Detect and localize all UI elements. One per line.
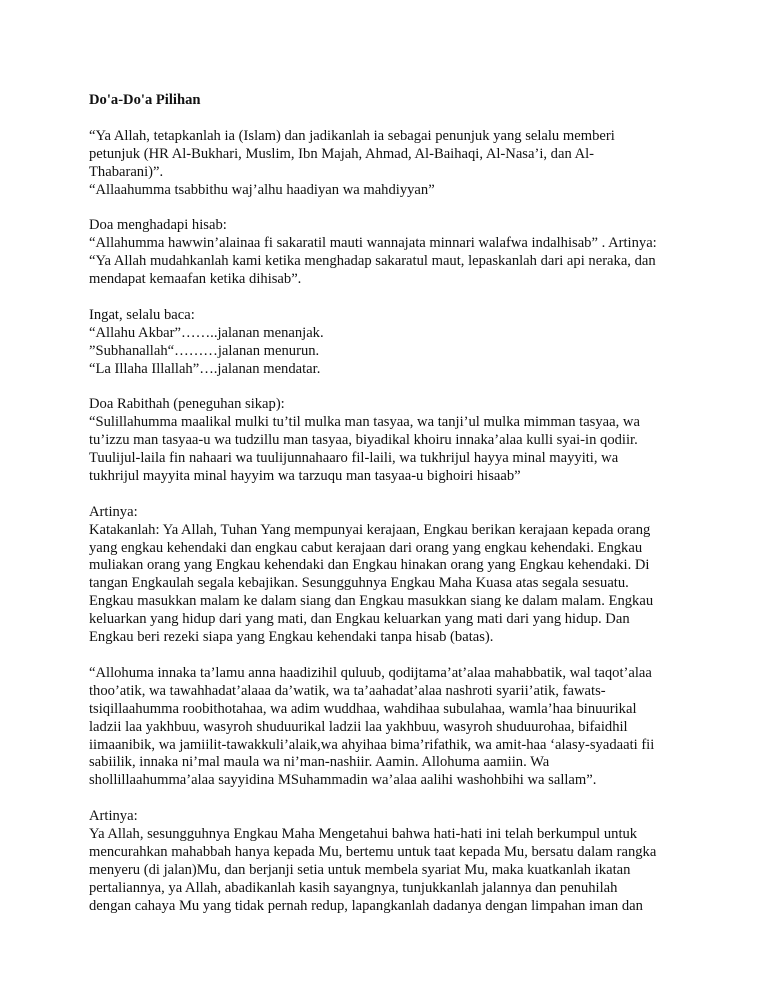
text-line: Doa menghadapi hisab: [89, 217, 227, 234]
text-line: Ya Allah, sesungguhnya Engkau Maha Mengetahui bahwa hati-hati ini telah berkumpul untuk [89, 826, 638, 843]
text-line: Tuulijul-laila fin nahaari wa tuulijunnahaaro fil-laili, wa tukhrijul hayya minal mayyiti, wa [89, 450, 619, 467]
paragraph [89, 665, 689, 790]
text-line: “Allahu Akbar”……..jalanan menanjak. [89, 324, 324, 341]
text-line: sabiilik, innaka ni’mal maula wa ni’man-nashiir. Aamin. Allohuma aamiin. Wa [89, 754, 550, 771]
text-line: petunjuk (HR Al-Bukhari, Muslim, Ibn Majah, Ahmad, Al-Baihaqi, Al-Nasa’i, dan Al- [89, 145, 595, 162]
text-line: dengan cahaya Mu yang tidak pernah redup, lapangkanlah dadanya dengan limpahan iman dan [89, 897, 643, 914]
text-line: thoo’atik, wa tawahhadat’alaaa da’watik, wa ta’aahadat’alaa nashroti syarii’atik, fawats- [89, 682, 606, 699]
text-line: menyeru (di jalan)Mu, dan berjanji setia untuk membela syariat Mu, maka kuatkanlah ikatan [89, 861, 631, 878]
document-body [89, 128, 689, 916]
paragraph [89, 396, 689, 486]
text-line: keluarkan yang hidup dari yang mati, dan Engkau keluarkan yang mati dari yang hidup. Dan [89, 611, 630, 628]
text-line: ”Subhanallah“………jalanan menurun. [89, 342, 320, 359]
text-line: “Ya Allah, tetapkanlah ia (Islam) dan jadikanlah ia sebagai penunjuk yang selalu memberi [89, 127, 615, 144]
text-line: “Sulillahumma maalikal mulki tu’til mulka man tasyaa, wa tanji’ul mulka mimman tasyaa, wa [89, 414, 640, 431]
text-line: Artinya: [89, 503, 138, 520]
text-line: Thabarani)”. [89, 163, 164, 180]
paragraph [89, 307, 689, 379]
text-line: muliakan orang yang Engkau kehendaki dan Engkau hinakan orang yang Engkau kehendaki. Di [89, 557, 650, 574]
text-line: pertaliannya, ya Allah, abadikanlah kasih sayangnya, tunjukkanlah jalannya dan penuhilah [89, 879, 618, 896]
text-line: mendapat kemaafan ketika dihisab”. [89, 271, 302, 288]
text-line: “Allaahumma tsabbithu waj’alhu haadiyan wa mahdiyyan” [89, 181, 435, 198]
document-title: Do'a-Do'a Pilihan [89, 92, 201, 108]
text-line: tsiqillaahumma roobithotahaa, wa adim wuddhaa, wahdihaa subulahaa, wamla’haa binuurikal [89, 700, 637, 717]
paragraph [89, 504, 689, 647]
text-line: Engkau masukkan malam ke dalam siang dan Engkau masukkan siang ke dalam malam. Engkau [89, 593, 654, 610]
text-line: tangan Engkaulah segala kebajikan. Sesungguhnya Engkau Maha Kuasa atas segala sesuatu. [89, 575, 629, 592]
text-line: ladzii laa yakhbuu, wasyroh shuduurikal ladzii laa yakhbuu, wasyroh shuduurohaa, bifaidhil [89, 718, 628, 735]
text-line: iimaanibik, wa jamiilit-tawakkuli’alaik,wa ahyihaa bima’rifathik, wa amit-haa ‘alasy-syadaati fii [89, 736, 655, 753]
text-line: Artinya: [89, 808, 138, 825]
text-line: yang engkau kehendaki dan engkau cabut kerajaan dari orang yang engkau kehendaki. Engkau [89, 539, 643, 556]
text-line: “Allahumma hawwin’alainaa fi sakaratil mauti wannajata minnari walafwa indalhisab” . Artinya: [89, 235, 657, 252]
paragraph [89, 217, 689, 289]
text-line: “Ya Allah mudahkanlah kami ketika menghadap sakaratul maut, lepaskanlah dari api neraka, dan [89, 253, 656, 270]
text-line: tu’izzu man tasyaa-u wa tudzillu man tasyaa, biyadikal khoiru innaka’alaa kulli syai-in qodiir. [89, 432, 638, 449]
text-line: Katakanlah: Ya Allah, Tuhan Yang mempunyai kerajaan, Engkau berikan kerajaan kepada orang [89, 521, 651, 538]
text-line: Doa Rabithah (peneguhan sikap): [89, 396, 285, 413]
text-line: shollillaahumma’alaa sayyidina MSuhammadin wa’alaa aalihi washohbihi wa sallam”. [89, 772, 597, 789]
text-line: “La Illaha Illallah”….jalanan mendatar. [89, 360, 321, 377]
text-line: “Allohuma innaka ta’lamu anna haadizihil quluub, qodijtama’at’alaa mahabbatik, wal taqot’alaa [89, 664, 652, 681]
paragraph [89, 808, 689, 915]
text-line: mencurahkan mahabbah hanya kepada Mu, bertemu untuk taat kepada Mu, bersatu dalam rangka [89, 843, 657, 860]
text-line: tukhrijul mayyita minal hayyim wa tarzuqu man tasyaa-u bighoiri hisaab” [89, 467, 521, 484]
document-page [89, 92, 689, 916]
text-line: Ingat, selalu baca: [89, 306, 195, 323]
text-line: Engkau beri rezeki siapa yang Engkau kehendaki tanpa hisab (batas). [89, 629, 494, 646]
paragraph [89, 128, 689, 200]
